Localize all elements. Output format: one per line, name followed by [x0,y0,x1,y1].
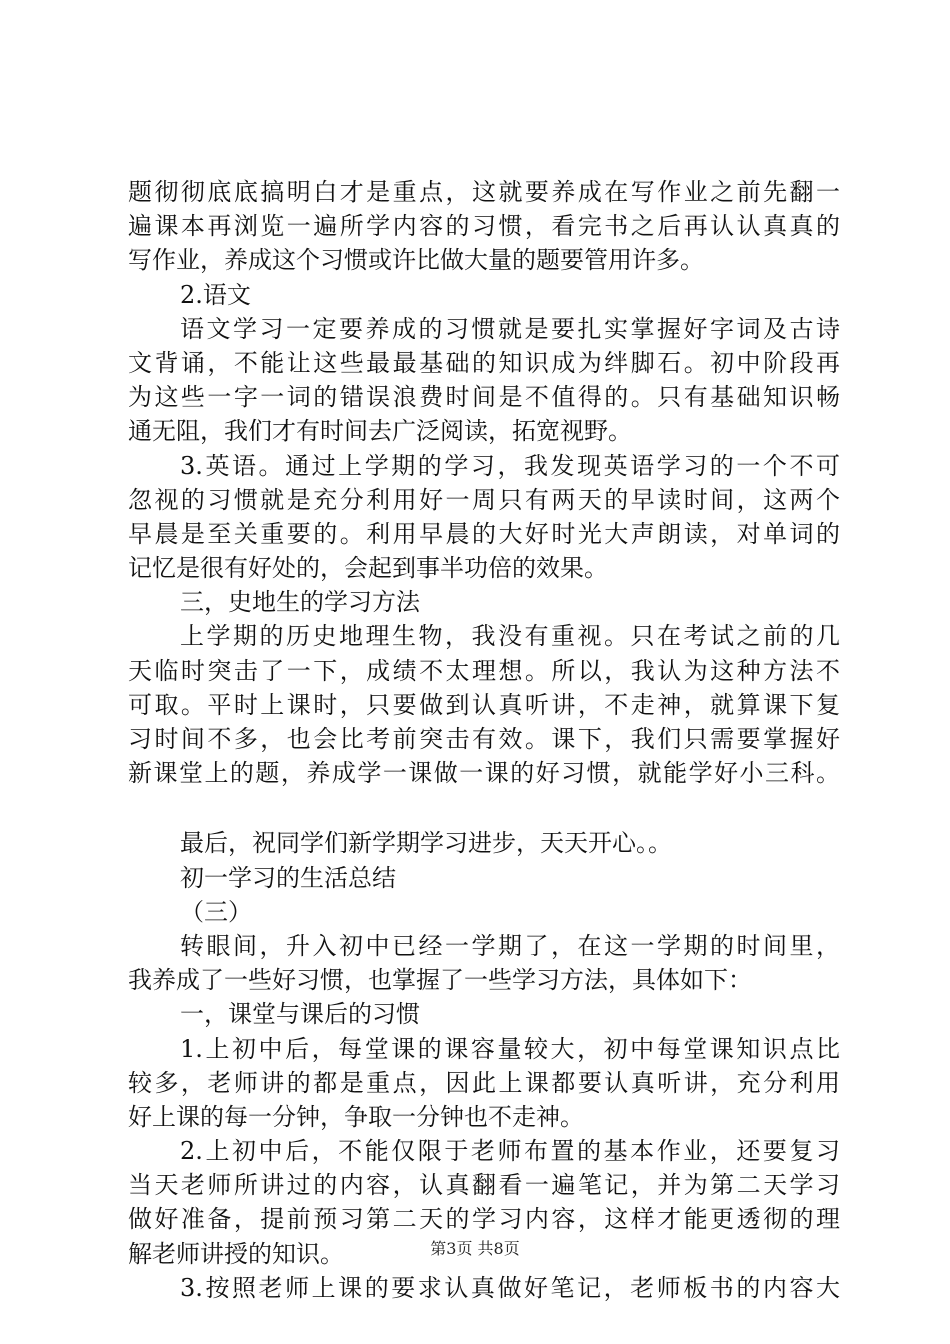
text-line: 习时间不多，也会比考前突击有效。课下，我们只需要掌握好 [128,725,840,753]
article-title: 初一学习的生活总结 [180,863,396,892]
text-line: 早晨是至关重要的。利用早晨的大好时光大声朗读，对单词的 [128,519,840,548]
text-line: 3.英语。通过上学期的学习，我发现英语学习的一个不可 [180,451,840,480]
text-line: 遍课本再浏览一遍所学内容的习惯，看完书之后再认认真真的 [128,212,840,241]
text-line: 为这些一字一词的错误浪费时间是不值得的。只有基础知识畅 [128,383,840,412]
paragraph-gap [128,790,840,826]
text-line: 可取。平时上课时，只要做到认真听讲，不走神，就算课下复 [128,690,840,719]
text-line: 3.按照老师上课的要求认真做好笔记，老师板书的内容大 [180,1273,840,1302]
document-body [128,175,840,1305]
text-line: 题彻彻底底搞明白才是重点，这就要养成在写作业之前先翻一 [128,178,840,206]
page-number-footer: 第3页 共8页 [430,1239,520,1258]
text-line: 我养成了一些好习惯，也掌握了一些学习方法，具体如下： [128,966,752,995]
text-line: 转眼间，升入初中已经一学期了，在这一学期的时间里， [180,931,840,960]
text-line: 1.上初中后，每堂课的课容量较大，初中每堂课知识点比 [180,1034,840,1063]
text-line: 最后，祝同学们新学期学习进步，天天开心。。 [180,829,672,858]
section-heading: 三，史地生的学习方法 [180,588,420,617]
text-line: 忽视的习惯就是充分利用好一周只有两天的早读时间，这两个 [128,485,840,514]
section-heading: 一，课堂与课后的习惯 [180,1000,420,1029]
text-line: 好上课的每一分钟，争取一分钟也不走神。 [128,1102,584,1131]
text-line: 写作业，养成这个习惯或许比做大量的题要管用许多。 [128,246,704,275]
text-line: 记忆是很有好处的，会起到事半功倍的效果。 [128,554,608,583]
text-line: 解老师讲授的知识。 [128,1239,344,1268]
text-line: 通无阻，我们才有时间去广泛阅读，拓宽视野。 [128,417,632,446]
text-line: 较多，老师讲的都是重点，因此上课都要认真听讲，充分利用 [128,1068,840,1097]
text-line: 语文学习一定要养成的习惯就是要扎实掌握好字词及古诗 [180,314,840,343]
text-line: 当天老师所讲过的内容，认真翻看一遍笔记，并为第二天学习 [128,1171,840,1200]
text-line: 做好准备，提前预习第二天的学习内容，这样才能更透彻的理 [128,1205,840,1234]
text-line: 上学期的历史地理生物，我没有重视。只在考试之前的几 [180,622,840,651]
text-line: 2.上初中后，不能仅限于老师布置的基本作业，还要复习 [180,1137,840,1166]
article-subtitle: （三） [180,897,252,926]
text-line: 天临时突击了一下，成绩不太理想。所以，我认为这种方法不 [128,656,840,685]
text-line: 文背诵，不能让这些最最基础的知识成为绊脚石。初中阶段再 [128,348,840,377]
section-heading: 2.语文 [180,280,251,309]
text-line: 新课堂上的题，养成学一课做一课的好习惯，就能学好小三科。 [128,759,840,788]
